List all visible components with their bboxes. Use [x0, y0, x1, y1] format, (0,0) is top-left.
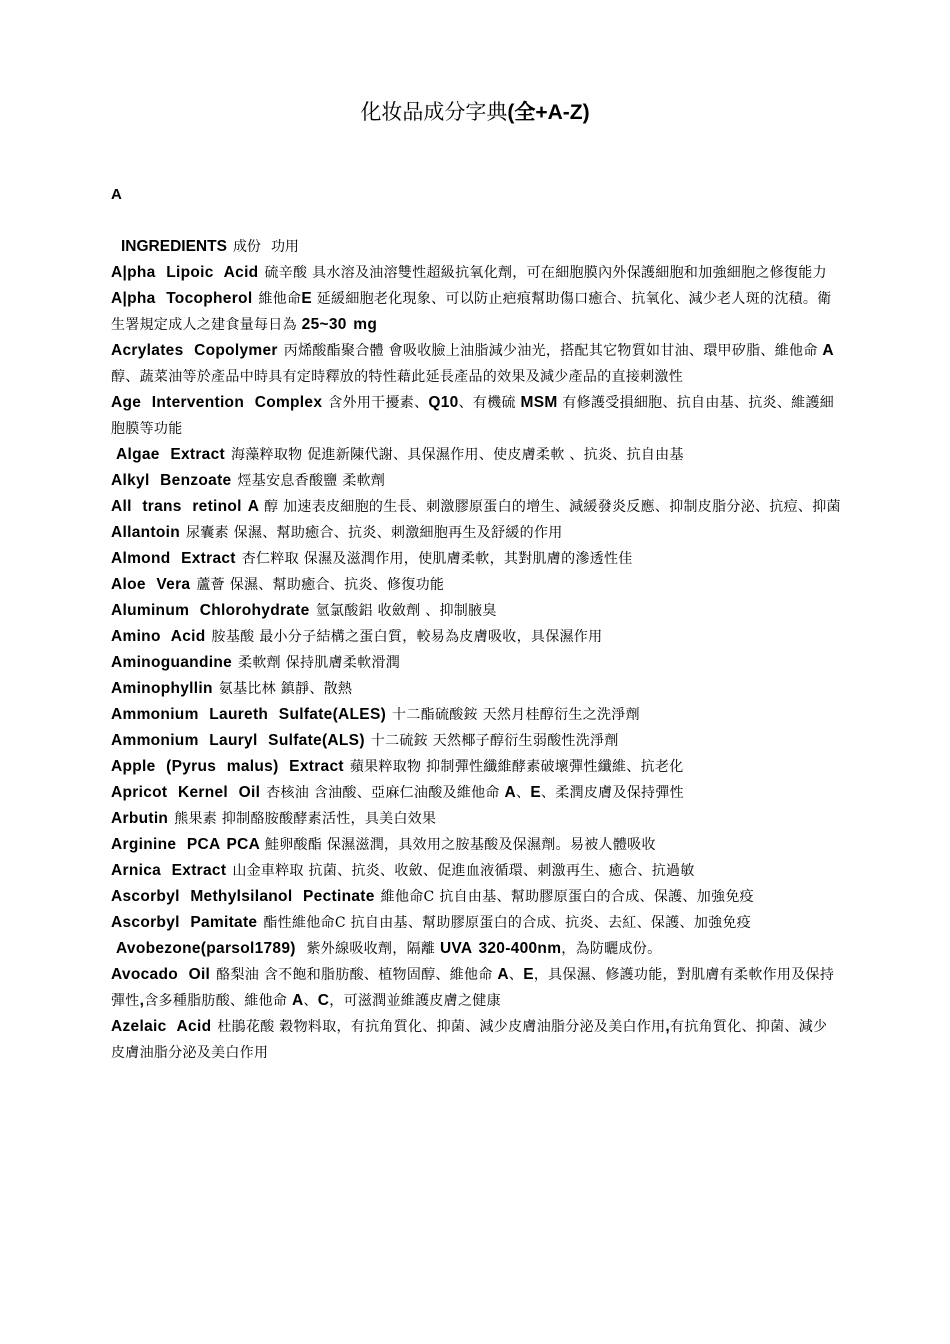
- ingredient-description: [174, 811, 436, 827]
- header-function: 功用: [270, 239, 299, 255]
- ingredient-description: [231, 447, 684, 463]
- ingredient-entry: [111, 624, 841, 650]
- description-text: 十二酯硫酸銨 天然月桂醇衍生之洗淨劑: [392, 707, 640, 723]
- description-emphasis: A: [291, 992, 304, 1009]
- title-text: 化妆品成分字典: [360, 100, 508, 124]
- description-text: 鮭卵酸酯 保濕滋潤，具效用之胺基酸及保濕劑。易被人體吸收: [260, 837, 656, 853]
- description-emphasis: E: [301, 290, 312, 307]
- description-emphasis: A: [247, 498, 260, 515]
- description-emphasis: PCA: [226, 836, 261, 853]
- description-emphasis: ,: [665, 1018, 671, 1035]
- description-text: 維他命C 抗自由基、幫助膠原蛋白的合成、保護、加強免疫: [380, 889, 754, 905]
- ingredient-name: Ascorbyl Methylsilanol Pectinate: [111, 888, 375, 905]
- description-text: 含多種脂肪酸、維他命: [144, 993, 292, 1009]
- ingredient-description: [381, 889, 754, 905]
- ingredient-entry: [111, 390, 841, 442]
- description-text: 有抗角質化、抑菌、減少皮膚油脂分泌及美白作用: [111, 1019, 828, 1061]
- ingredient-name: Aluminum Chlorohydrate: [111, 602, 310, 619]
- ingredient-name: A|pha Tocopherol: [111, 290, 253, 307]
- ingredient-entry: [111, 598, 841, 624]
- ingredient-description: [111, 1019, 827, 1061]
- ingredient-entry: [111, 494, 841, 520]
- ingredient-description: [186, 525, 563, 541]
- description-text: 海藻粹取物 促進新陳代謝、具保濕作用、使皮膚柔軟 、抗炎、抗自由基: [230, 447, 684, 463]
- ingredient-entry: [111, 468, 841, 494]
- description-emphasis: E: [530, 784, 541, 801]
- description-emphasis: A: [822, 342, 834, 359]
- description-text: 醇 加速表皮細胞的生長、刺激膠原蛋白的增生、減緩發炎反應、抑制皮脂分泌、抗痘、抑菌: [259, 499, 841, 515]
- ingredient-name: Allantoin: [111, 524, 180, 541]
- description-emphasis: C: [317, 992, 330, 1009]
- description-emphasis: MSM: [520, 394, 558, 411]
- description-text: 柔軟劑 保持肌膚柔軟滑潤: [238, 655, 401, 671]
- ingredient-description: [232, 863, 694, 879]
- header-ingredients: INGREDIENTS: [121, 238, 227, 255]
- ingredient-name: Aminophyllin: [111, 680, 213, 697]
- ingredient-list: [111, 234, 841, 1066]
- ingredient-entry: [111, 962, 841, 1014]
- ingredient-entry: [111, 806, 841, 832]
- description-text: 十二硫銨 天然椰子醇衍生弱酸性洗淨劑: [370, 733, 619, 749]
- page-title: [0, 96, 950, 126]
- ingredient-description: [248, 499, 841, 515]
- description-text: 、有機硫: [458, 395, 521, 411]
- ingredient-description: [238, 655, 400, 671]
- ingredient-name: Age Intervention Complex: [111, 394, 323, 411]
- ingredient-description: [242, 551, 633, 567]
- description-text: 酪梨油 含不飽和脂肪酸、植物固醇、維他命: [216, 967, 498, 983]
- description-text: 蘆薈 保濕、幫助癒合、抗炎、修復功能: [196, 577, 445, 593]
- header-component: 成份: [232, 239, 261, 255]
- description-text: 維他命: [258, 291, 302, 307]
- description-text: 蘋果粹取物 抑制彈性纖維酵素破壞彈性纖維、抗老化: [349, 759, 684, 775]
- ingredient-name: Apricot Kernel Oil: [111, 784, 261, 801]
- ingredient-entry: [111, 442, 841, 468]
- ingredient-name: Algae Extract: [116, 446, 225, 463]
- description-text: 杏核油 含油酸、亞麻仁油酸及維他命: [266, 785, 505, 801]
- ingredient-entry: [111, 780, 841, 806]
- ingredient-entry: [111, 910, 841, 936]
- ingredient-description: [212, 629, 603, 645]
- ingredient-description: [263, 915, 751, 931]
- description-text: 酯性維他命C 抗自由基、幫助膠原蛋白的合成、抗炎、去紅、保護、加強免疫: [263, 915, 752, 931]
- description-text: 醇、蔬菜油等於產品中時具有定時釋放的特性藉此延長產品的效果及減少產品的直接刺激性: [111, 369, 683, 385]
- description-text: 山金車粹取 抗菌、抗炎、收斂、促進血液循環、刺激再生、癒合、抗過敏: [232, 863, 695, 879]
- ingredient-description: [350, 759, 684, 775]
- ingredient-entry: [111, 884, 841, 910]
- description-text: ，可滋潤並維護皮膚之健康: [329, 993, 501, 1009]
- ingredient-description: [227, 837, 656, 853]
- description-text: 杏仁粹取 保濕及滋潤作用，使肌膚柔軟，其對肌膚的滲透性佳: [241, 551, 633, 567]
- ingredient-name: Alkyl Benzoate: [111, 472, 232, 489]
- ingredient-entry: [111, 572, 841, 598]
- ingredient-entry: [111, 338, 841, 390]
- description-emphasis: UVA 320-400nm: [439, 940, 562, 957]
- ingredient-entry: [111, 546, 841, 572]
- description-text: 丙烯酸酯聚合體 會吸收臉上油脂減少油光，搭配其它物質如甘油、環甲矽脂、維他命: [283, 343, 823, 359]
- description-text: 有修護受損細胞、抗自由基、抗炎、維護細胞膜等功能: [111, 395, 835, 437]
- column-header: [111, 234, 841, 260]
- description-text: 含外用干擾素、: [328, 395, 429, 411]
- description-emphasis: A: [497, 966, 509, 983]
- ingredient-description: [219, 681, 352, 697]
- ingredient-name: All trans retinol: [111, 498, 242, 515]
- description-emphasis: 25~30 mg: [301, 316, 378, 333]
- description-emphasis: Q10: [428, 394, 459, 411]
- ingredient-description: [111, 967, 834, 1009]
- description-text: 延緩細胞老化現象、可以防止疤痕幫助傷口癒合、抗氧化、減少老人斑的沈積。衛生署規定成人之建食量每日為: [111, 291, 832, 333]
- ingredient-entry: [111, 858, 841, 884]
- ingredient-name: Ammonium Lauryl Sulfate(ALS): [111, 732, 365, 749]
- ingredient-name: Arginine PCA: [111, 836, 221, 853]
- ingredient-entry: [111, 702, 841, 728]
- description-emphasis: E: [523, 966, 534, 983]
- ingredient-description: [237, 473, 385, 489]
- ingredient-description: [371, 733, 619, 749]
- ingredient-name: Amino Acid: [111, 628, 206, 645]
- ingredient-name: Almond Extract: [111, 550, 236, 567]
- ingredient-entry: [111, 676, 841, 702]
- description-text: ，為防曬成份。: [561, 941, 662, 957]
- description-text: 尿囊素 保濕、幫助癒合、抗炎、刺激細胞再生及舒緩的作用: [186, 525, 563, 541]
- ingredient-name: Apple (Pyrus malus) Extract: [111, 758, 344, 775]
- description-text: 、柔潤皮膚及保持彈性: [540, 785, 684, 801]
- ingredient-name: Azelaic Acid: [111, 1018, 212, 1035]
- ingredient-name: Avocado Oil: [111, 966, 211, 983]
- description-text: ，具保濕、修護功能，對肌膚有柔軟作用及保持彈性: [111, 967, 835, 1009]
- ingredient-name: Ascorbyl Pamitate: [111, 914, 258, 931]
- ingredient-entry: [111, 728, 841, 754]
- description-text: 胺基酸 最小分子結構之蛋白質，較易為皮膚吸收，具保濕作用: [211, 629, 603, 645]
- description-text: 硫辛酸 具水溶及油溶雙性超級抗氧化劑，可在細胞膜內外保護細胞和加強細胞之修復能力: [264, 265, 827, 281]
- description-text: 氫氯酸鋁 收斂劑 、抑制腋臭: [315, 603, 497, 619]
- entries-container: [111, 260, 841, 1066]
- ingredient-entry: [111, 1014, 841, 1066]
- description-text: 、: [516, 785, 531, 801]
- ingredient-name: Acrylates Copolymer: [111, 342, 278, 359]
- ingredient-entry: [111, 754, 841, 780]
- description-text: 、: [508, 967, 524, 983]
- description-text: 紫外線吸收劑，隔離: [301, 941, 440, 957]
- description-text: 熊果素 抑制酪胺酸酵素活性，具美白效果: [174, 811, 437, 827]
- description-text: 氨基比林 鎮靜、散熱: [218, 681, 353, 697]
- ingredient-entry: [111, 936, 841, 962]
- description-emphasis: A: [504, 784, 516, 801]
- ingredient-description: [266, 785, 684, 801]
- ingredient-entry: [111, 650, 841, 676]
- ingredient-entry: [111, 520, 841, 546]
- ingredient-entry: [111, 832, 841, 858]
- ingredient-entry: [111, 286, 841, 338]
- description-emphasis: ,: [139, 992, 145, 1009]
- ingredient-name: Avobezone(parsol1789): [116, 940, 296, 957]
- ingredient-name: Aloe Vera: [111, 576, 191, 593]
- description-text: 、: [303, 993, 318, 1009]
- ingredient-description: [264, 265, 826, 281]
- description-text: 烴基安息香酸鹽 柔軟劑: [237, 473, 386, 489]
- ingredient-name: Arnica Extract: [111, 862, 227, 879]
- title-suffix: (全+A-Z): [507, 101, 590, 124]
- ingredient-name: Arbutin: [111, 810, 169, 827]
- ingredient-name: Aminoguandine: [111, 654, 233, 671]
- ingredient-description: [302, 941, 662, 957]
- ingredient-description: [316, 603, 497, 619]
- description-text: 杜鵑花酸 穀物料取，有抗角質化、抑菌、減少皮膚油脂分泌及美白作用: [217, 1019, 666, 1035]
- ingredient-name: Ammonium Laureth Sulfate(ALES): [111, 706, 387, 723]
- ingredient-description: [196, 577, 444, 593]
- ingredient-description: [392, 707, 640, 723]
- ingredient-name: A|pha Lipoic Acid: [111, 264, 259, 281]
- ingredient-entry: [111, 260, 841, 286]
- section-letter: A: [111, 186, 122, 203]
